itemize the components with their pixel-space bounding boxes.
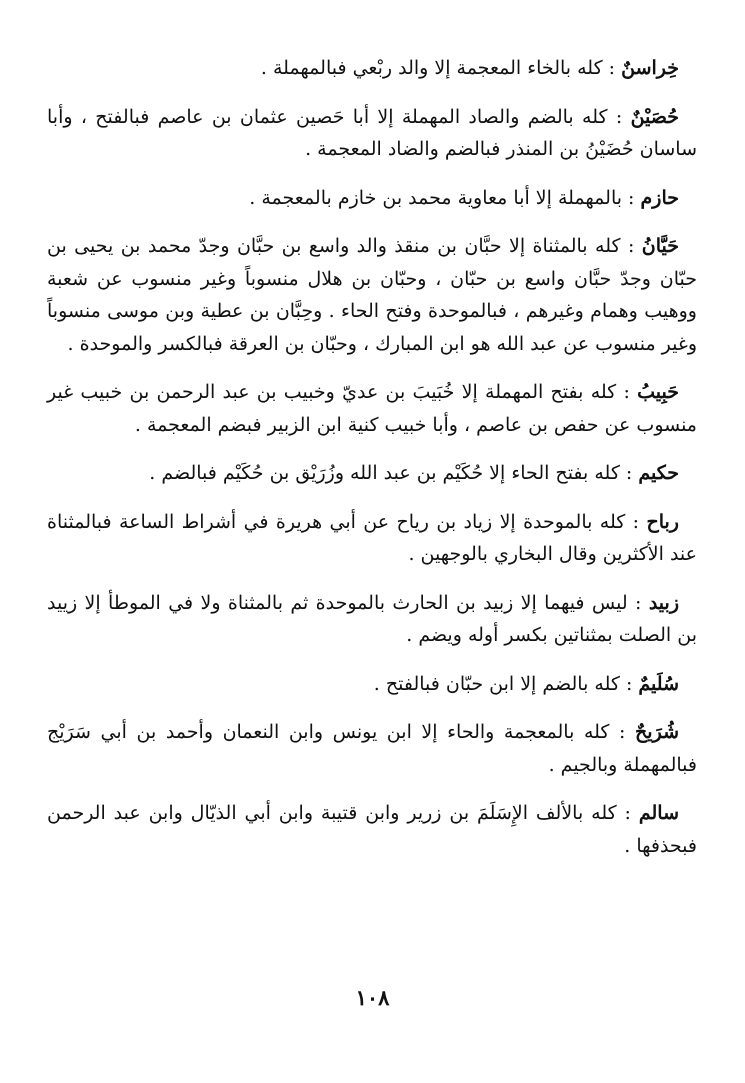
entry-text: : كله بالمعجمة والحاء إلا ابن يونس وابن النعمان وأحمد بن أبي سَرَيْج فبالمهملة وبالجيم . xyxy=(47,721,697,776)
entry-text: : كله بالخاء المعجمة إلا والد ربْعي فبالمهملة . xyxy=(260,57,622,79)
entry-hazim xyxy=(47,182,697,215)
entries-list xyxy=(47,52,697,878)
entry-zubayd xyxy=(47,587,697,652)
entry-text: : كله بفتح الحاء إلا حُكَيْم بن عبد الله وزُرَيْق بن حُكَيْم فبالضم . xyxy=(149,462,639,484)
entry-head: شُرَيحٌ xyxy=(635,721,679,743)
entry-head: حَبِيبُ xyxy=(637,381,679,403)
entry-salim xyxy=(47,797,697,862)
entry-text: : ليس فيهما إلا زبيد بن الحارث بالموحدة ثم بالمثناة ولا في الموطأ إلا زييد بن الصلت بمثناتين بكسر أوله ويضم . xyxy=(47,591,697,646)
entry-head: سالم xyxy=(638,802,679,824)
entry-sulaym xyxy=(47,668,697,701)
entry-text: : بالمهملة إلا أبا معاوية محمد بن خازم بالمعجمة . xyxy=(249,186,641,209)
entry-head: حُصَيْنٌ xyxy=(630,105,679,128)
entry-head: رباح xyxy=(646,510,679,533)
entry-head: خِراسنٌ xyxy=(621,57,679,79)
entry-khirash xyxy=(47,52,697,85)
entry-text: : كله بفتح المهملة إلا خُبَيبَ بن عديّ وخبيب بن عبد الرحمن بن خبيب غير منسوب عن حفص بن عاصم ، وأبا خبيب كنية ابن الزبير فبضم المعجمة . xyxy=(47,381,697,436)
entry-text: : كله بالضم إلا ابن حبّان فبالفتح . xyxy=(373,672,639,695)
entry-head: حكيم xyxy=(638,462,679,484)
entry-hayyan xyxy=(47,230,697,360)
entry-text: : كله بالضم والصاد المهملة إلا أبا حَصين عثمان بن عاصم فبالفتح ، وأبا ساسان حُضَيْنُ بن المنذر فبالضم والضاد المعجمة . xyxy=(47,105,697,160)
entry-head: زبيد xyxy=(648,591,679,614)
entry-habib xyxy=(47,376,697,441)
entry-hakim xyxy=(47,457,697,490)
entry-rabah xyxy=(47,506,697,571)
entry-text: : كله بالمثناة إلا حبَّان بن منقذ والد واسع بن حبَّان وجدّ محمد بن يحيى بن حبّان وجدّ حبَّان واسع بن حبّان ، وحبّان بن هلال منسوباً وغير منسوب عن شعبة ووهيب وهمام وغيرهم ، فبالموحدة وفتح الحاء . وحِبَّان بن عطية وبن موسى منسوباً وغير منسوب عن عبد الله هو ابن المبارك ، وحبّان بن العرقة فبالكسر والموحدة . xyxy=(47,235,697,355)
entry-head: حازم xyxy=(640,186,679,209)
entry-head: سُلَيمٌ xyxy=(638,672,679,695)
entry-text: : كله بالألف الإِسَلَمَ بن زرير وابن قتيبة وابن أبي الذيّال وابن عبد الرحمن فبحذفها . xyxy=(47,802,697,857)
entry-shurayh xyxy=(47,716,697,781)
page-number: ١٠٨ xyxy=(355,985,390,1010)
entry-husayn xyxy=(47,101,697,166)
entry-text: : كله بالموحدة إلا زياد بن رياح عن أبي هريرة في أشراط الساعة فبالمثناة عند الأكثرين وقال البخاري بالوجهين . xyxy=(47,510,697,565)
entry-head: حَيَّانُ xyxy=(641,235,679,257)
